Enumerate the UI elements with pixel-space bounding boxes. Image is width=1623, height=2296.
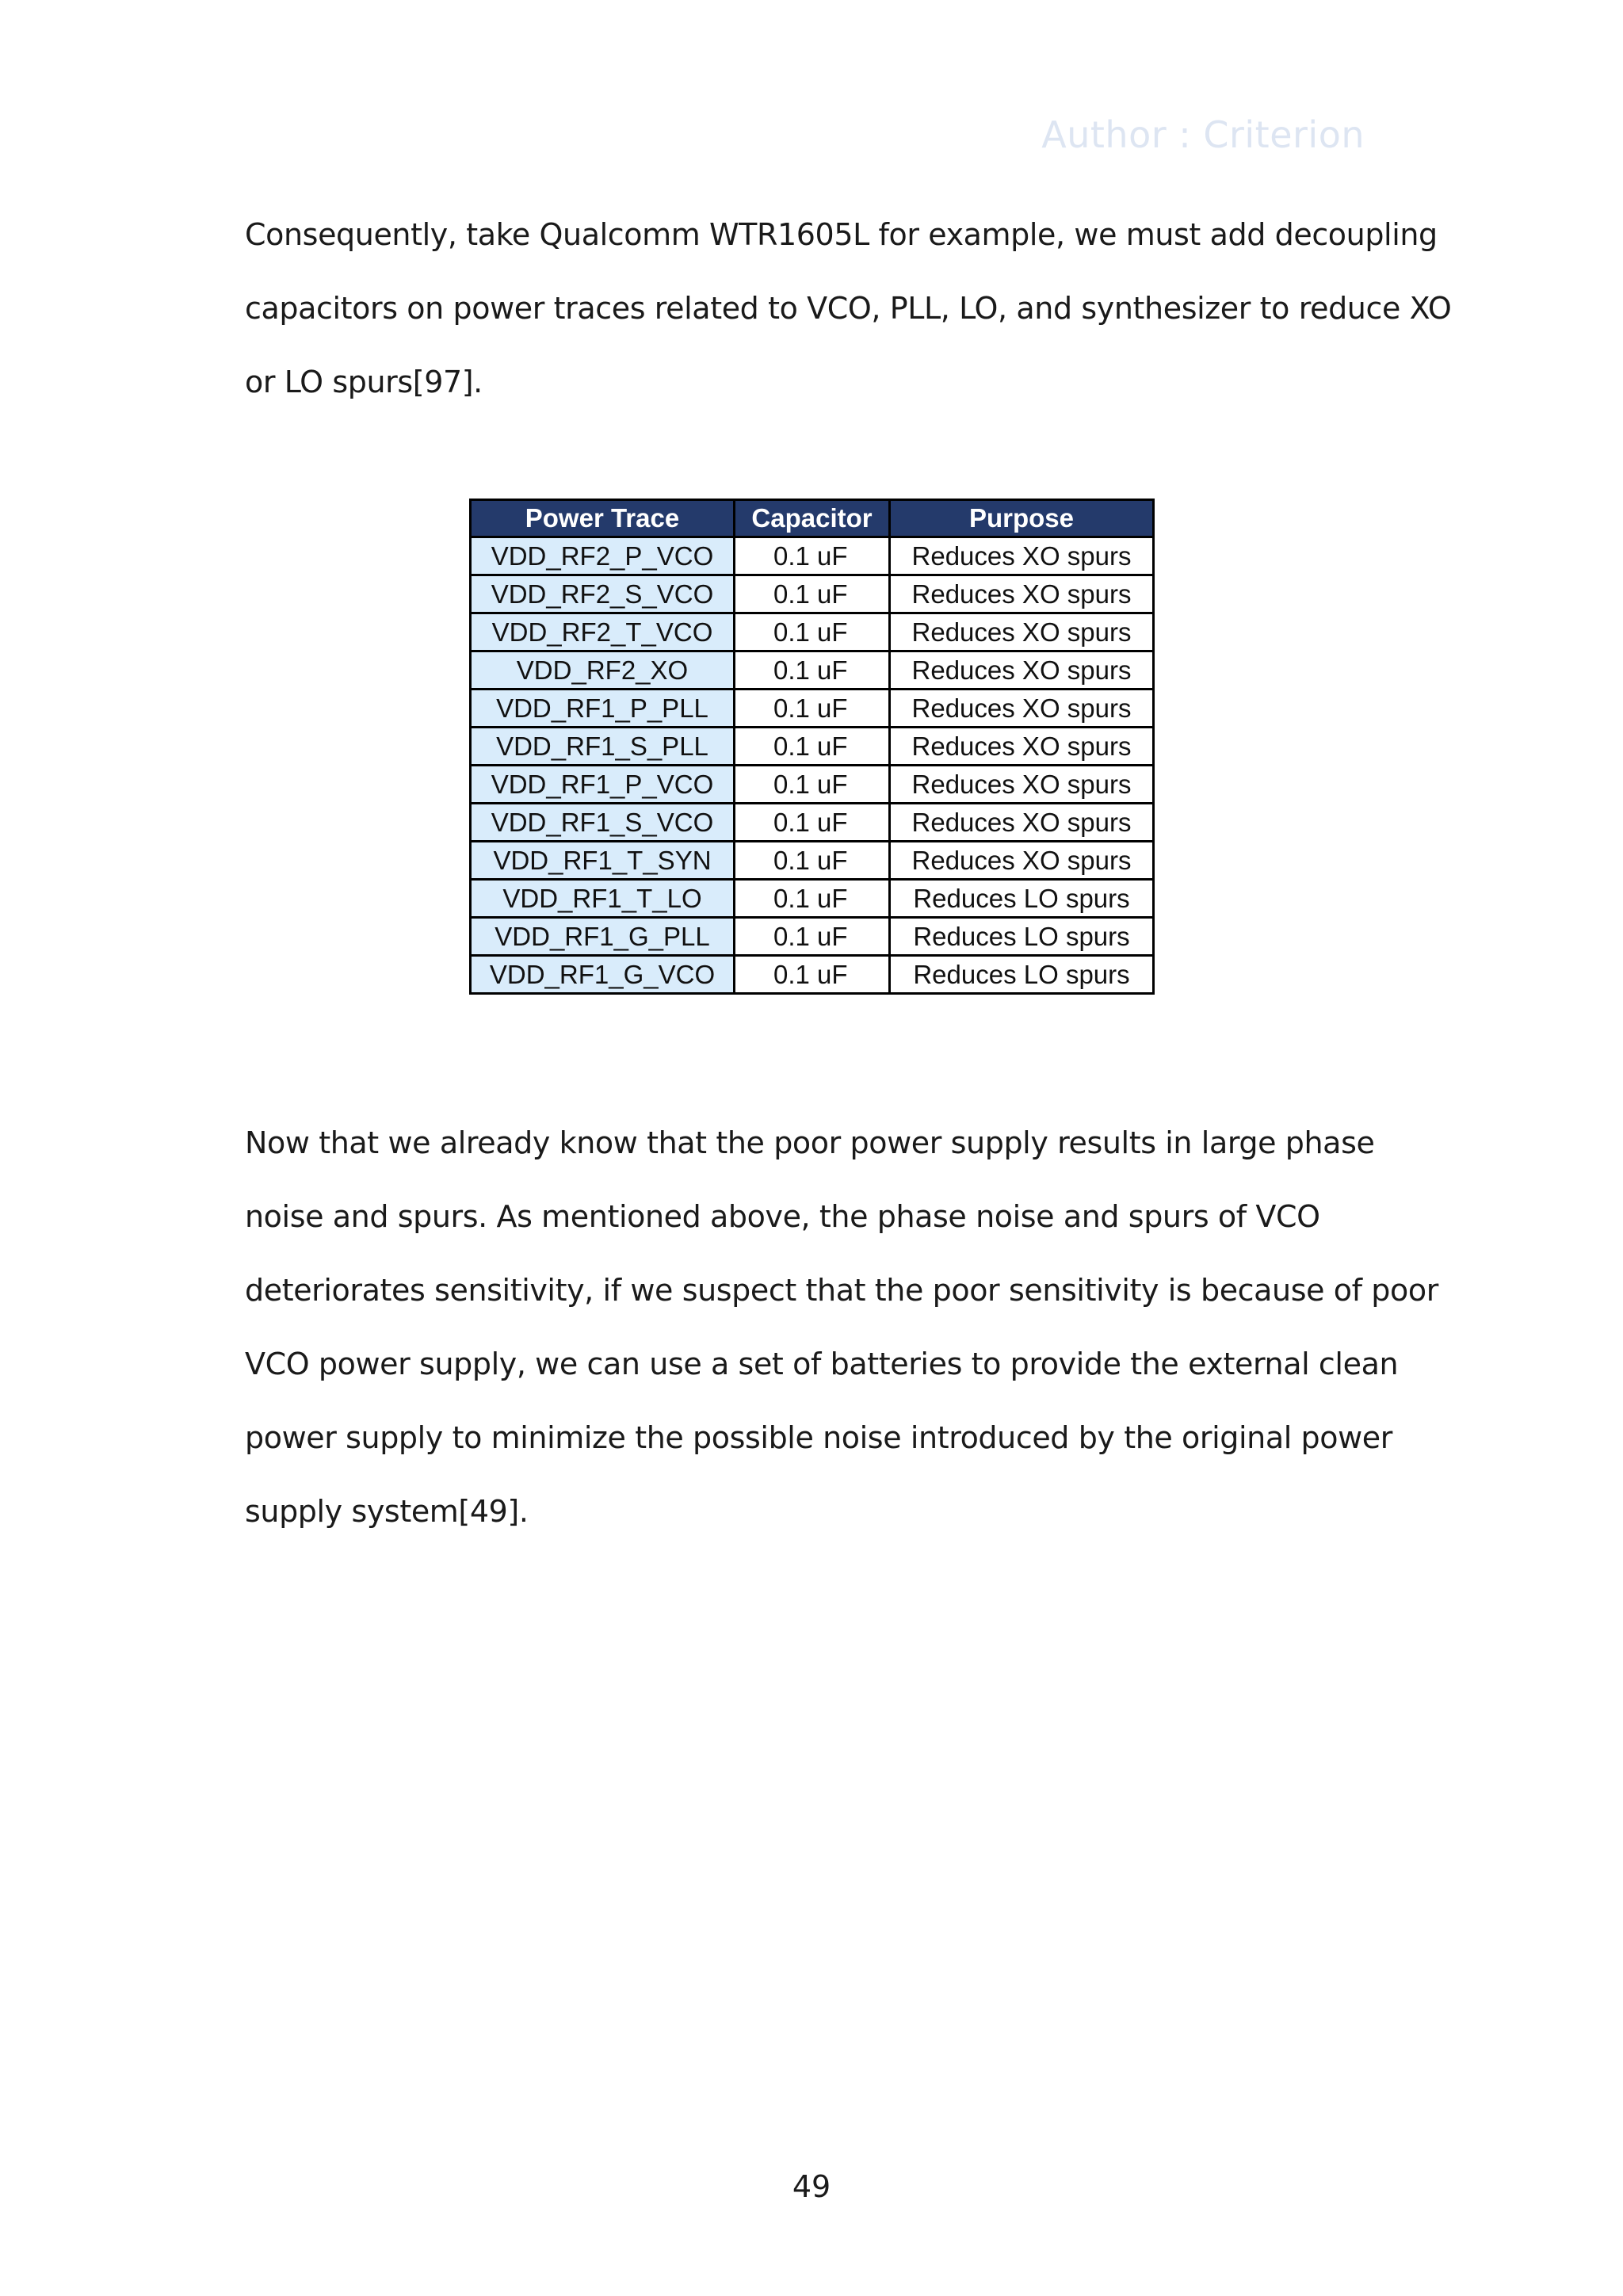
paragraph-line: Now that we already know that the poor power supply results in large phase xyxy=(245,1125,1375,1160)
cell-purpose: Reduces XO spurs xyxy=(890,728,1154,766)
cell-capacitor: 0.1 uF xyxy=(735,537,890,575)
cell-purpose: Reduces XO spurs xyxy=(890,575,1154,613)
cell-capacitor: 0.1 uF xyxy=(735,690,890,728)
decoupling-capacitor-table xyxy=(469,499,1155,995)
table-body xyxy=(471,537,1154,994)
cell-capacitor: 0.1 uF xyxy=(735,918,890,956)
cell-purpose: Reduces XO spurs xyxy=(890,537,1154,575)
cell-purpose: Reduces XO spurs xyxy=(890,651,1154,690)
cell-capacitor: 0.1 uF xyxy=(735,956,890,994)
cell-purpose: Reduces LO spurs xyxy=(890,956,1154,994)
paragraph-line: capacitors on power traces related to VCO, PLL, LO, and synthesizer to reduce XO xyxy=(245,291,1452,326)
cell-purpose: Reduces LO spurs xyxy=(890,918,1154,956)
table-row xyxy=(471,956,1154,994)
paragraph-line: Consequently, take Qualcomm WTR1605L for example, we must add decoupling xyxy=(245,217,1438,252)
cell-power-trace: VDD_RF2_T_VCO xyxy=(471,613,735,651)
cell-purpose: Reduces LO spurs xyxy=(890,880,1154,918)
cell-capacitor: 0.1 uF xyxy=(735,880,890,918)
paragraph-line: or LO spurs[97]. xyxy=(245,365,483,399)
cell-power-trace: VDD_RF2_S_VCO xyxy=(471,575,735,613)
table-row xyxy=(471,690,1154,728)
cell-capacitor: 0.1 uF xyxy=(735,651,890,690)
page-number: 49 xyxy=(792,2169,831,2204)
cell-power-trace: VDD_RF1_P_PLL xyxy=(471,690,735,728)
paragraph-line: noise and spurs. As mentioned above, the phase noise and spurs of VCO xyxy=(245,1199,1320,1234)
cell-power-trace: VDD_RF1_S_PLL xyxy=(471,728,735,766)
table-row xyxy=(471,842,1154,880)
cell-purpose: Reduces XO spurs xyxy=(890,690,1154,728)
paragraph-line: power supply to minimize the possible noise introduced by the original power xyxy=(245,1420,1393,1455)
table-header-row xyxy=(471,500,1154,537)
paragraph-line: supply system[49]. xyxy=(245,1494,529,1529)
table-row xyxy=(471,728,1154,766)
table-row xyxy=(471,651,1154,690)
cell-power-trace: VDD_RF1_T_LO xyxy=(471,880,735,918)
column-header-capacitor: Capacitor xyxy=(735,500,890,537)
table-row xyxy=(471,804,1154,842)
table-row xyxy=(471,880,1154,918)
cell-power-trace: VDD_RF1_P_VCO xyxy=(471,766,735,804)
cell-purpose: Reduces XO spurs xyxy=(890,766,1154,804)
table-row xyxy=(471,918,1154,956)
table-row xyxy=(471,537,1154,575)
cell-capacitor: 0.1 uF xyxy=(735,575,890,613)
cell-power-trace: VDD_RF2_P_VCO xyxy=(471,537,735,575)
cell-capacitor: 0.1 uF xyxy=(735,613,890,651)
column-header-power-trace: Power Trace xyxy=(471,500,735,537)
spec-table xyxy=(469,499,1155,995)
cell-power-trace: VDD_RF2_XO xyxy=(471,651,735,690)
table-row xyxy=(471,613,1154,651)
cell-purpose: Reduces XO spurs xyxy=(890,804,1154,842)
cell-power-trace: VDD_RF1_G_PLL xyxy=(471,918,735,956)
cell-capacitor: 0.1 uF xyxy=(735,804,890,842)
cell-purpose: Reduces XO spurs xyxy=(890,842,1154,880)
table-row xyxy=(471,766,1154,804)
header-author: Author : Criterion xyxy=(1041,113,1365,156)
cell-purpose: Reduces XO spurs xyxy=(890,613,1154,651)
cell-power-trace: VDD_RF1_T_SYN xyxy=(471,842,735,880)
paragraph-line: VCO power supply, we can use a set of batteries to provide the external clean xyxy=(245,1347,1399,1381)
column-header-purpose: Purpose xyxy=(890,500,1154,537)
cell-capacitor: 0.1 uF xyxy=(735,842,890,880)
paragraph-line: deteriorates sensitivity, if we suspect that the poor sensitivity is because of poor xyxy=(245,1273,1438,1308)
cell-power-trace: VDD_RF1_S_VCO xyxy=(471,804,735,842)
cell-power-trace: VDD_RF1_G_VCO xyxy=(471,956,735,994)
cell-capacitor: 0.1 uF xyxy=(735,766,890,804)
paragraph-power-supply xyxy=(245,1106,1438,1549)
table-row xyxy=(471,575,1154,613)
cell-capacitor: 0.1 uF xyxy=(735,728,890,766)
paragraph-intro xyxy=(245,198,1452,419)
